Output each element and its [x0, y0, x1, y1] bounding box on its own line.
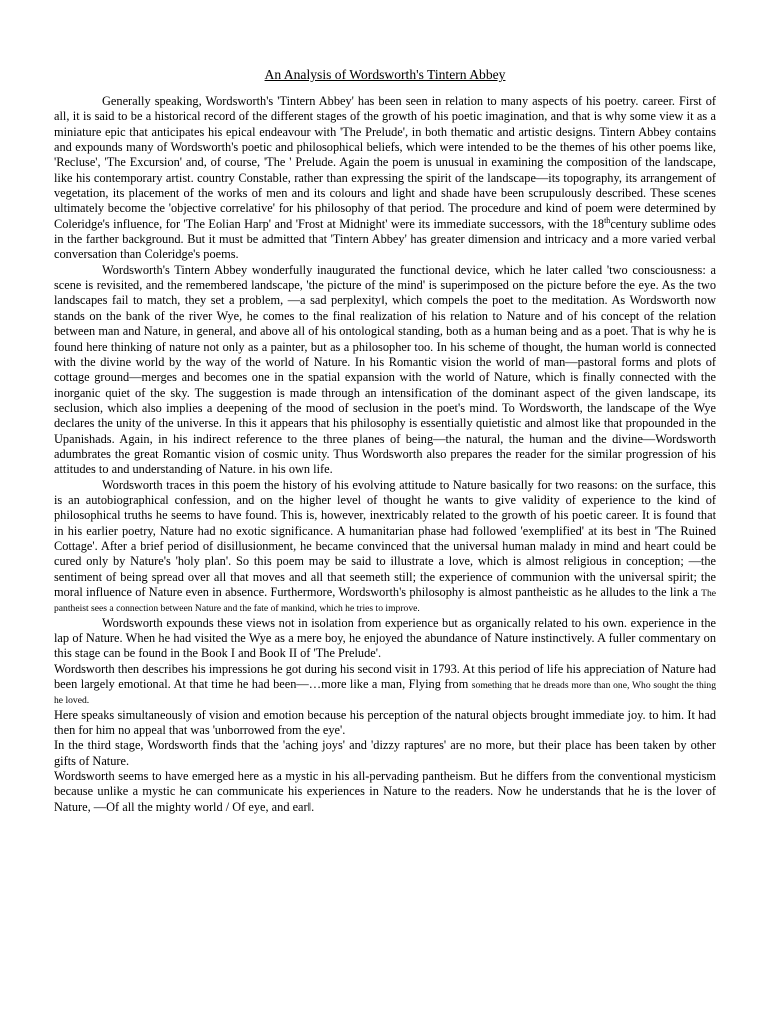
paragraph-1-text-b: century sublime odes in the farther background. But it must be admitted that 'Tintern Abbey' has greater dimension and intricacy and a more varied verbal conversation than Coleridge's poems. [54, 216, 716, 262]
paragraph-5-text-a: Wordsworth then describes his impressions he got during his second visit in 1793. At this period of life his appreciation of Nature had been largely emotional. At that time he had been—…more like a man, Flying from [54, 661, 716, 692]
paragraph-1 [54, 94, 716, 263]
paragraph-2: Wordsworth's Tintern Abbey wonderfully inaugurated the functional device, which he later called 'two consciousness: a scene is revisited, and the remembered landscape, 'the picture of the mind' is superimposed on the picture before the eye. As the two landscapes fail to match, they set a problem, —a sad perplexity‖, which compels the poet to the meditation. As Wordsworth now stands on the bank of the river Wye, he comes to the final realization of his relation to Nature and of his concept of the relation between man and Nature, in general, and above all of his ontological standing, both as a human being and as a poet. That is why he is found here thinking of nature not only as a painter, but as a philosopher too. In his scheme of thought, the human world is connected with the divine world by the way of the world of Nature. In his Romantic vision the world of man—pastoral forms and plots of cottage ground—merges and becomes one in the spatial expansion with the world of Nature, which is finally connected with the inorganic quiet of the sky. The suggestion is made through an intensification of the dominant aspect of the given landscape, its seclusion, which also implies a deepening of the mood of seclusion in the poet's mind. To Wordsworth, the landscape of the Wye declares the unity of the universe. In this it appears that his philosophy is essentially quietistic and almost like that propounded in the Upanishads. Again, in his indirect reference to the three planes of being—the natural, the human and the divine—Wordsworth adumbrates the great Romantic vision of cosmic unity. Thus Wordsworth also prepares the reader for the similar progression of his attitudes to and understanding of Nature. in his own life. [54, 262, 716, 477]
paragraph-8: Wordsworth seems to have emerged here as a mystic in his all-pervading pantheism. But he differs from the conventional mysticism because unlike a mystic he can communicate his experiences in Nature to the readers. Now he understands that he is the lover of Nature, —Of all the mighty world / Of eye, and ear‖. [54, 769, 716, 814]
paragraph-3-text-a: Wordsworth traces in this poem the history of his evolving attitude to Nature basically for two reasons: on the surface, this is an autobiographical confession, and on the higher level of thought he wants to give validity of experience to the kind of philosophical truths he seems to have found. This is, however, inextricably related to the growth of his poetic career. It is found that in his earlier poetry, Nature had no exotic significance. A humanitarian phase had followed 'exemplified' at its best in 'The Ruined Cottage'. After a brief period of disillusionment, he became convinced that the universal human malady in mind and heart could be cured only by Nature's 'holy plan'. So this poem may be said to illustrate a love, which is almost religious in conception; —the sentiment of being spread over all that moves and all that seemeth still; the experience of communion with the universal spirit; the moral influence of Nature even in absence. Furthermore, Wordsworth's philosophy is almost pantheistic as he alludes to the link a [54, 477, 716, 599]
document-title: An Analysis of Wordsworth's Tintern Abbey [264, 67, 506, 82]
paragraph-5-small-text: something that he dreads more than one, Who sought the thing he loved. [54, 680, 716, 707]
paragraph-5 [54, 662, 716, 708]
paragraph-3-small-text: The pantheist sees a connection between Nature and the fate of mankind, which he tries to improve. [54, 588, 716, 615]
paragraph-3 [54, 478, 716, 616]
paragraph-7: In the third stage, Wordsworth finds that the 'aching joys' and 'dizzy raptures' are no more, but their place has been taken by other gifts of Nature. [54, 738, 716, 768]
paragraph-4: Wordsworth expounds these views not in isolation from experience but as organically related to his own. experience in the lap of Nature. When he had visited the Wye as a mere boy, he enjoyed the abundance of Nature instinctively. A fuller commentary on this stage can be found in the Book I and Book II of 'The Prelude'. [54, 615, 716, 661]
ordinal-superscript: th [604, 215, 611, 225]
paragraph-1-text-a: Generally speaking, Wordsworth's 'Tintern Abbey' has been seen in relation to many aspects of his poetry. career. First of all, it is said to be a historical record of the different stages of the growth of his poetic imagination, and that is why some view it as a miniature epic that anticipates his epical endeavour with 'The Prelude', in both thematic and artistic designs. Tintern Abbey contains and expounds many of Wordsworth's poetic and philosophical beliefs, which were intended to be the themes of his other poems like, 'Recluse', 'The Excursion' and, of course, 'The ' Prelude. Again the poem is unusual in examining the composition of the landscape, like his contemporary artist. country Constable, rather than expressing the spirit of the landscape—its topography, its arrangement of vegetation, its placement of the works of men and its colours and light and shade have been scrupulously described. These scenes ultimately become the 'objective correlative' for his philosophy of that period. The procedure and kind of poem were determined by Coleridge's influence, for 'The Eolian Harp' and 'Frost at Midnight' were its immediate successors, with the 18 [54, 94, 716, 231]
paragraph-6: Here speaks simultaneously of vision and emotion because his perception of the natural objects brought immediate joy. to him. It had then for him no appeal that was 'unborrowed from the eye'. [54, 707, 716, 738]
